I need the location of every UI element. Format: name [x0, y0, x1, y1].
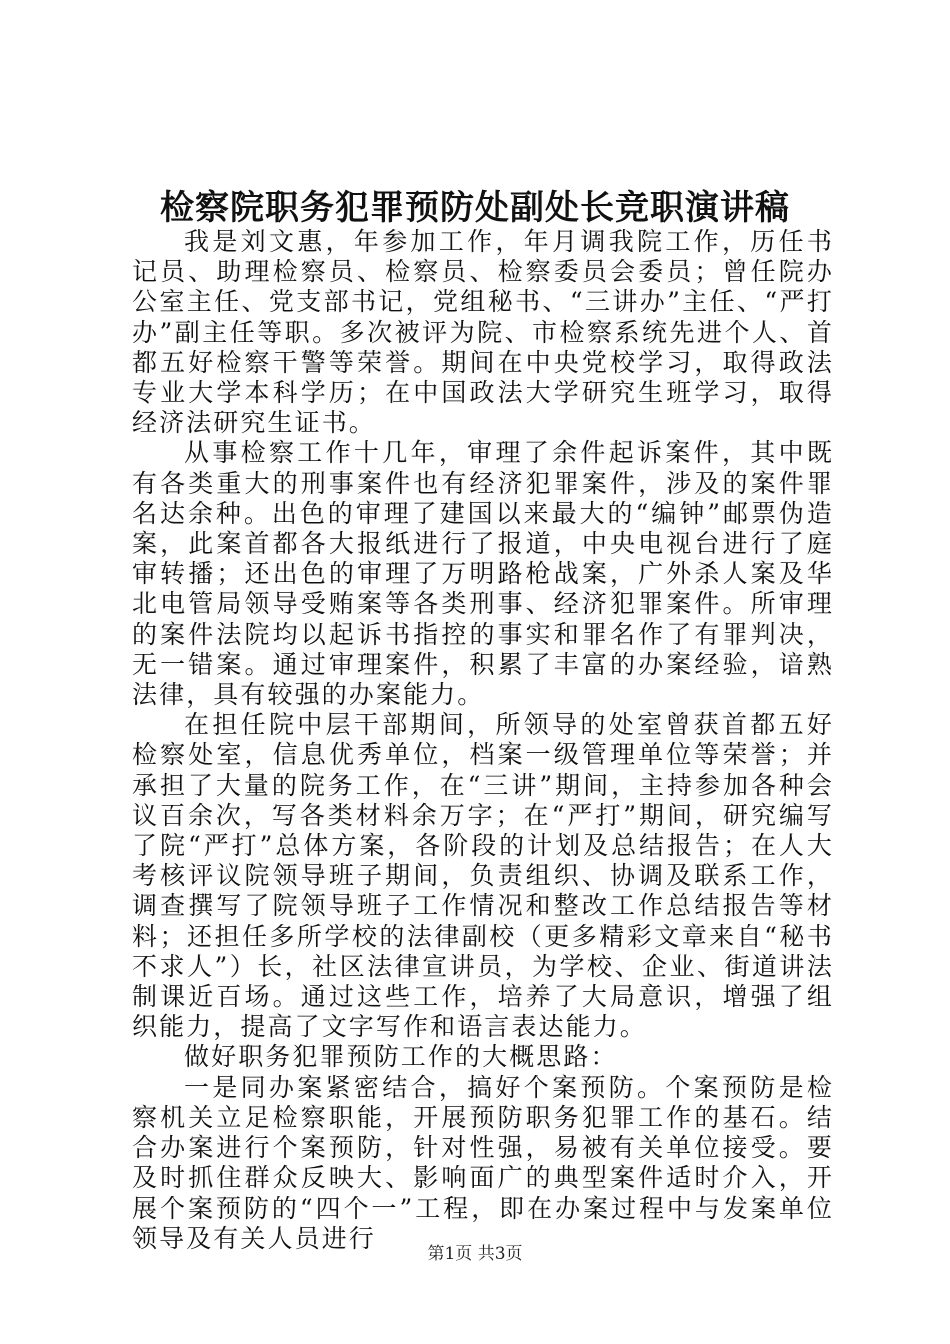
page-number-footer: 第1页 共3页 [427, 1244, 523, 1264]
paragraph-1: 我是刘文惠，年参加工作，年月调我院工作，历任书记员、助理检察员、检察员、检察委员会委员；曾任院办公室主任、党支部书记，党组秘书、“三讲办”主任、“严打办”副主任等职。多次被评为院、市检察系统先进个人、首都五好检察干警等荣誉。期间在中央党校学习，取得政法专业大学本科学历；在中国政法大学研究生班学习，取得经济法研究生证书。 [132, 227, 834, 438]
paragraph-4: 做好职务犯罪预防工作的大概思路： [184, 1042, 618, 1072]
paragraph-3: 在担任院中层干部期间，所领导的处室曾获首都五好检察处室，信息优秀单位，档案一级管理单位等荣誉；并承担了大量的院务工作，在“三讲”期间，主持参加各种会议百余次，写各类材料余万字；在“严打”期间，研究编写了院“严打”总体方案，各阶段的计划及总结报告；在人大考核评议院领导班子期间，负责组织、协调及联系工作，调查撰写了院领导班子工作情况和整改工作总结报告等材料；还担任多所学校的法律副校（更多精彩文章来自“秘书不求人”）长，社区法律宣讲员，为学校、企业、街道讲法制课近百场。通过这些工作，培养了大局意识，增强了组织能力，提高了文字写作和语言表达能力。 [132, 710, 834, 1042]
paragraph-2: 从事检察工作十几年，审理了余件起诉案件，其中既有各类重大的刑事案件也有经济犯罪案件，涉及的案件罪名达余种。出色的审理了建国以来最大的“编钟”邮票伪造案，此案首都各大报纸进行了报道，中央电视台进行了庭审转播；还出色的审理了万明路枪战案，广外杀人案及华北电管局领导受贿案等各类刑事、经济犯罪案件。所审理的案件法院均以起诉书指控的事实和罪名作了有罪判决，无一错案。通过审理案件，积累了丰富的办案经验，谙熟法律，具有较强的办案能力。 [132, 438, 834, 710]
document-body [132, 227, 834, 1254]
paragraph-5: 一是同办案紧密结合，搞好个案预防。个案预防是检察机关立足检察职能，开展预防职务犯罪工作的基石。结合办案进行个案预防，针对性强，易被有关单位接受。要及时抓住群众反映大、影响面广的典型案件适时介入，开展个案预防的“四个一”工程，即在办案过程中与发案单位领导及有关人员进行 [132, 1072, 834, 1253]
document-title: 检察院职务犯罪预防处副处长竞职演讲稿 [160, 188, 790, 228]
